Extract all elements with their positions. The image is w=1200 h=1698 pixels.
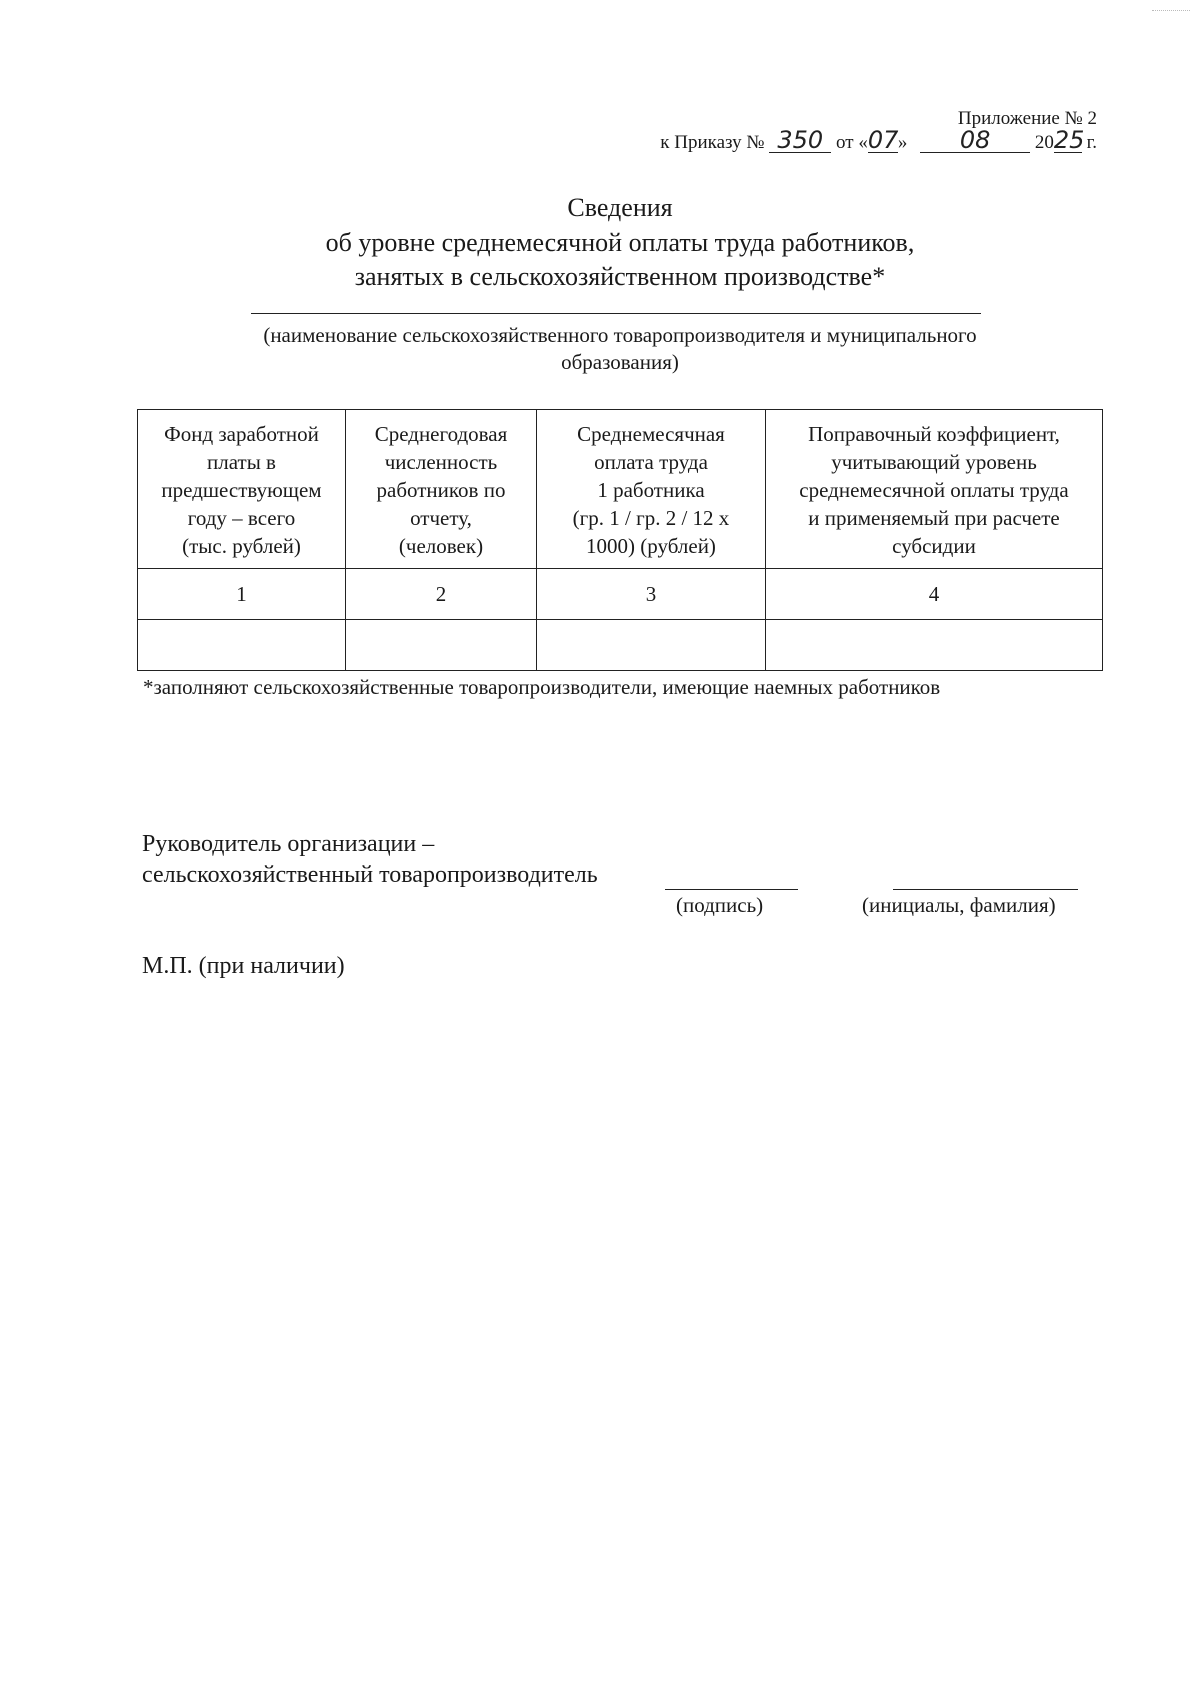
producer-name-caption-line-1: (наименование сельскохозяйственного товаропроизводителя и муниципального xyxy=(263,323,977,347)
table-footnote: *заполняют сельскохозяйственные товаропроизводители, имеющие наемных работников xyxy=(143,675,941,699)
header-cell-monthly-pay: Среднемесячная оплата труда 1 работника (гр. 1 / гр. 2 / 12 х 1000) (рублей) xyxy=(537,410,766,569)
head-title-line-2: сельскохозяйственный товаропроизводитель xyxy=(142,862,598,888)
table-header-row xyxy=(138,410,1103,569)
table-row xyxy=(138,620,1103,671)
column-number: 4 xyxy=(766,569,1103,620)
column-number: 1 xyxy=(138,569,346,620)
order-year-handwritten: 25 xyxy=(1053,126,1085,154)
producer-name-blank-line xyxy=(251,313,981,314)
scan-artifact xyxy=(1152,10,1190,11)
empty-cell[interactable] xyxy=(766,620,1103,671)
producer-name-caption xyxy=(180,322,1060,376)
year-prefix: 20 xyxy=(1034,132,1054,153)
document-subtitle-line-2: занятых в сельскохозяйственном производстве* xyxy=(354,262,886,291)
order-day-handwritten: 07 xyxy=(867,126,899,154)
empty-cell[interactable] xyxy=(346,620,537,671)
appendix-label: Приложение № 2 xyxy=(957,108,1097,129)
day-close: » xyxy=(897,132,908,153)
header-cell-correction-coefficient: Поправочный коэффициент, учитывающий уровень среднемесячной оплаты труда и применяемый при расчете субсидии xyxy=(766,410,1103,569)
initials-caption: (инициалы, фамилия) xyxy=(862,893,1056,917)
header-cell-wage-fund: Фонд заработной платы в предшествующем году – всего (тыс. рублей) xyxy=(138,410,346,569)
signature-blank-line xyxy=(665,889,798,890)
producer-name-caption-line-2: образования) xyxy=(561,350,679,374)
header-cell-headcount: Среднегодовая численность работников по отчету, (человек) xyxy=(346,410,537,569)
document-subtitle-line-1: об уровне среднемесячной оплаты труда работников, xyxy=(325,228,915,257)
salary-data-table xyxy=(137,409,1103,671)
head-title-line-1: Руководитель организации – xyxy=(142,831,435,857)
document-title: Сведения xyxy=(567,193,673,222)
order-month-handwritten: 08 xyxy=(920,128,1030,153)
column-number: 2 xyxy=(346,569,537,620)
empty-cell[interactable] xyxy=(138,620,346,671)
empty-cell[interactable] xyxy=(537,620,766,671)
table-column-number-row xyxy=(138,569,1103,620)
initials-blank-line xyxy=(893,889,1078,890)
column-number: 3 xyxy=(537,569,766,620)
order-reference xyxy=(660,128,1097,157)
signature-caption: (подпись) xyxy=(676,893,764,917)
from-prefix: от « xyxy=(836,132,868,153)
stamp-placeholder: М.П. (при наличии) xyxy=(142,953,345,979)
order-number-handwritten: 350 xyxy=(769,128,831,153)
year-end: г. xyxy=(1086,132,1097,153)
order-prefix: к Приказу № xyxy=(660,132,765,153)
